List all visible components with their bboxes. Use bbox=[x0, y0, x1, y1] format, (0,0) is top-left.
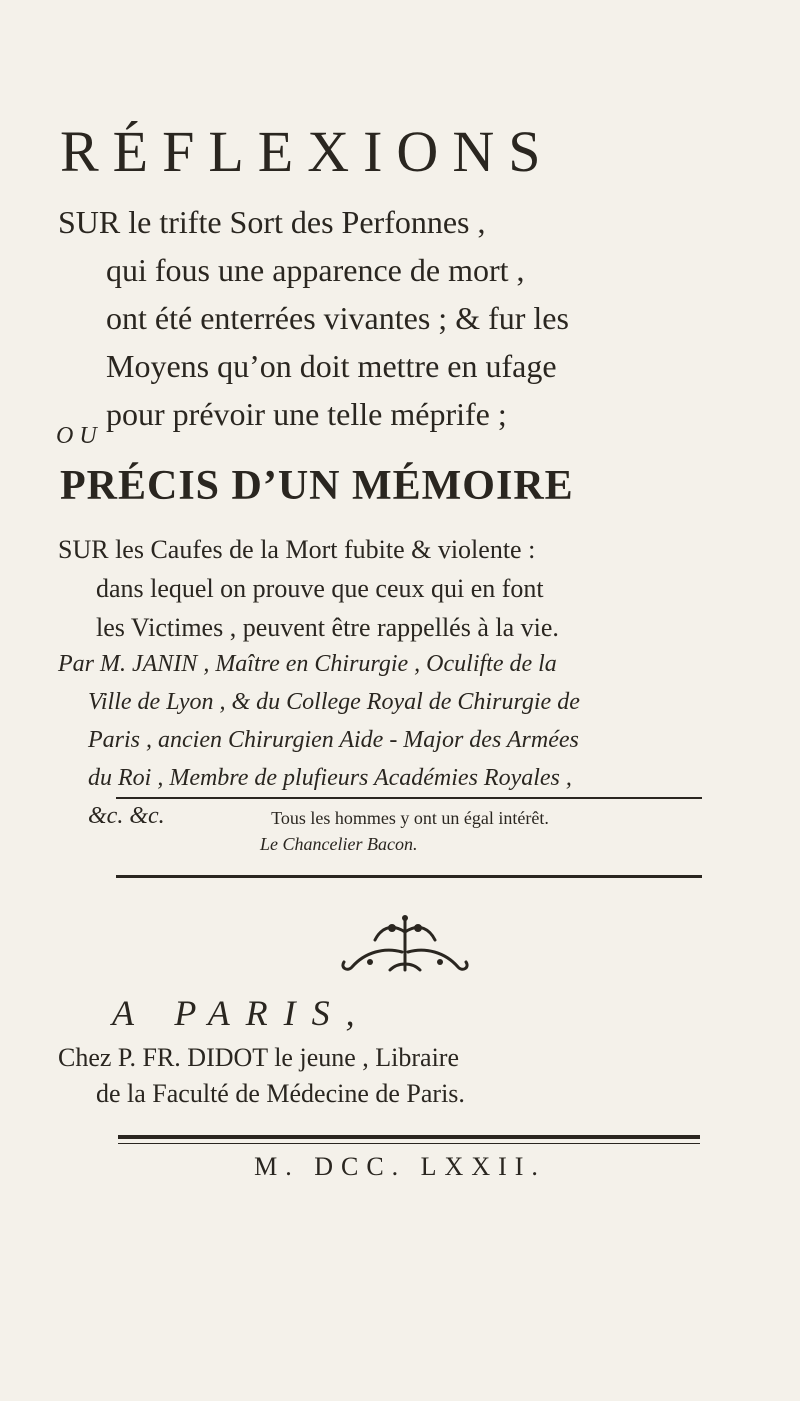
precis-line: dans lequel on prouve que ceux qui en font bbox=[96, 574, 544, 603]
epigraph-quote: Tous les hommes y ont un égal intérêt. bbox=[271, 808, 549, 828]
epigraph-source: Le Chancelier Bacon. bbox=[260, 834, 418, 854]
subtitle-block bbox=[58, 198, 758, 438]
author-line: Ville de Lyon , & du College Royal de Chirurgie de bbox=[88, 689, 580, 715]
divider-rule bbox=[116, 875, 702, 878]
publisher-line: de la Faculté de Médecine de Paris. bbox=[96, 1079, 465, 1108]
author-line: Paris , ancien Chirurgien Aide - Major des Armées bbox=[88, 727, 579, 753]
subtitle-line: Moyens qu’on doit mettre en ufage bbox=[106, 348, 557, 384]
subtitle-line: ont été enterrées vivantes ; & fur les bbox=[106, 300, 569, 336]
publisher-block bbox=[58, 1040, 778, 1112]
divider-rule bbox=[116, 797, 702, 799]
double-rule-thick bbox=[118, 1135, 700, 1139]
author-line: Par M. JANIN , Maître en Chirurgie , Oculifte de la bbox=[58, 651, 557, 677]
epigraph bbox=[0, 808, 800, 855]
book-title: RÉFLEXIONS bbox=[60, 119, 555, 184]
publisher-line: Chez P. FR. DIDOT le jeune , Libraire bbox=[58, 1043, 459, 1072]
fleuron-ornament-icon bbox=[330, 912, 480, 982]
precis-description bbox=[58, 530, 758, 647]
subtitle-line: qui fous une apparence de mort , bbox=[106, 252, 525, 288]
precis-title: PRÉCIS D’UN MÉMOIRE bbox=[60, 463, 574, 509]
precis-line: les Victimes , peuvent être rappellés à la vie. bbox=[96, 613, 559, 642]
double-rule-thin bbox=[118, 1143, 700, 1144]
author-block bbox=[58, 645, 758, 835]
precis-line: SUR les Caufes de la Mort fubite & violente : bbox=[58, 535, 536, 564]
publication-date: M. DCC. LXXII. bbox=[254, 1152, 546, 1181]
conjunction-ou: OU bbox=[56, 423, 103, 449]
subtitle-line: pour prévoir une telle méprife ; bbox=[106, 396, 507, 432]
author-line: du Roi , Membre de plufieurs Académies Royales , bbox=[88, 765, 572, 791]
place-of-publication: A PARIS, bbox=[112, 993, 371, 1033]
author-line: &c. &c. bbox=[88, 803, 165, 829]
subtitle-line: SUR le trifte Sort des Perfonnes , bbox=[58, 204, 486, 240]
